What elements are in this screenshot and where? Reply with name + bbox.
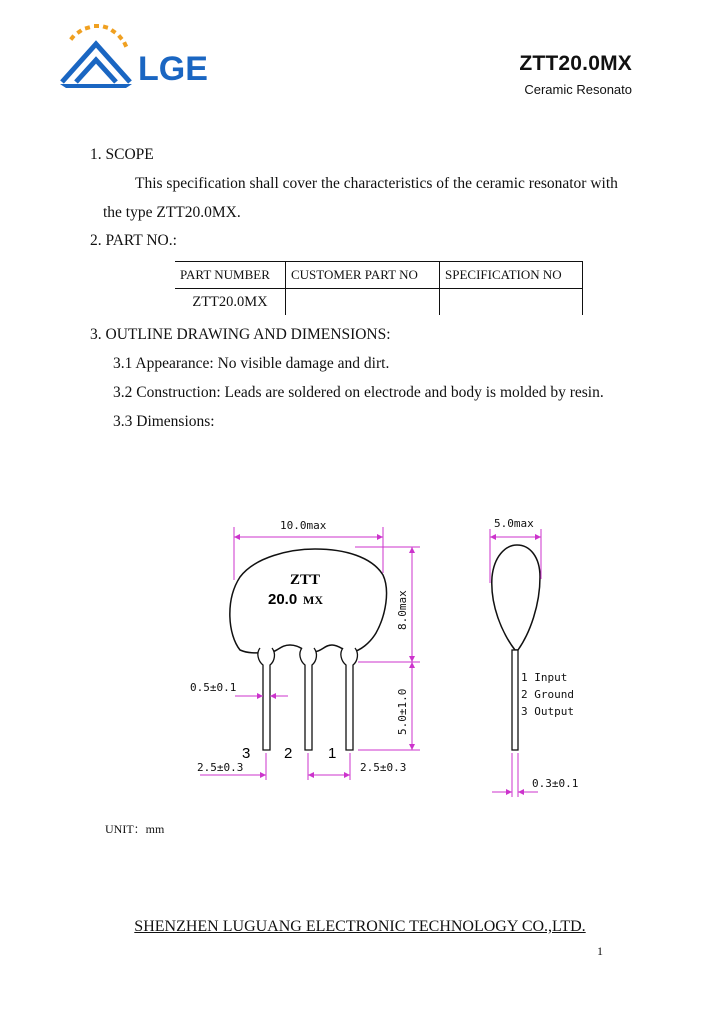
lead-2 xyxy=(300,648,317,750)
logo-mountain-icon xyxy=(62,44,130,82)
section-scope-heading: 1. SCOPE xyxy=(90,146,154,163)
footer-company-name: SHENZHEN LUGUANG ELECTRONIC TECHNOLOGY CO.,LTD. xyxy=(134,918,586,935)
dim-pitch-right-label: 2.5±0.3 xyxy=(360,761,407,774)
dimensions-text: 3.3 Dimensions: xyxy=(113,413,215,430)
scope-text-line2: the type ZTT20.0MX. xyxy=(103,204,241,221)
dim-lead-thickness-label: 0.3±0.1 xyxy=(532,777,579,790)
cell-part-number: ZTT20.0MX xyxy=(192,293,268,310)
table-header-row xyxy=(175,262,583,289)
outline-drawing xyxy=(180,505,600,805)
part-number-table xyxy=(175,261,583,315)
lead-1 xyxy=(341,648,358,750)
lead-side xyxy=(512,650,518,750)
page-number: 1 xyxy=(597,944,603,958)
model-number: ZTT20.0MX xyxy=(519,52,632,75)
model-subtitle: Ceramic Resonato xyxy=(524,82,632,97)
pin-legend-ground: 2 Ground xyxy=(521,688,574,701)
dim-lead-length-lines xyxy=(358,662,420,750)
scope-text-line1: This specification shall cover the characteristics of the ceramic resonator with xyxy=(135,175,618,192)
header-part-number: PART NUMBER xyxy=(175,262,286,289)
cell-specification-no xyxy=(440,289,583,316)
resonator-drawing-svg xyxy=(180,505,600,805)
logo-graphic xyxy=(56,22,236,92)
resonator-body-side xyxy=(492,545,540,650)
dim-lead-thickness-lines xyxy=(492,753,538,797)
cell-customer-part-no xyxy=(286,289,440,316)
header-customer-part-no: CUSTOMER PART NO xyxy=(286,262,440,289)
body-label-suffix: MX xyxy=(303,593,323,607)
section-part-no-heading: 2. PART NO.: xyxy=(90,232,177,249)
logo-text: LGE xyxy=(138,50,208,88)
pin-number-3: 3 xyxy=(242,745,251,762)
lead-3 xyxy=(258,648,275,750)
body-label-line2: 20.0 xyxy=(268,591,298,608)
dim-lead-width-label: 0.5±0.1 xyxy=(190,681,237,694)
company-logo xyxy=(56,22,236,92)
dim-height-label: 8.0max xyxy=(396,590,409,630)
pin-number-2: 2 xyxy=(284,745,293,762)
pin-legend-output: 3 Output xyxy=(521,705,574,718)
leads-front xyxy=(258,648,358,750)
appearance-text: 3.1 Appearance: No visible damage and dirt. xyxy=(113,355,390,372)
pin-number-1: 1 xyxy=(328,745,337,762)
dim-width-label: 10.0max xyxy=(280,519,327,532)
table-row xyxy=(175,289,583,316)
construction-text: 3.2 Construction: Leads are soldered on electrode and body is molded by resin. xyxy=(113,384,604,401)
dim-lead-length-label: 5.0±1.0 xyxy=(396,688,409,735)
unit-note: UNIT：mm xyxy=(105,822,165,836)
section-outline-heading: 3. OUTLINE DRAWING AND DIMENSIONS: xyxy=(90,326,391,343)
header-specification-no: SPECIFICATION NO xyxy=(440,262,583,289)
body-label-line1: ZTT xyxy=(290,572,321,588)
dim-depth-label: 5.0max xyxy=(494,517,534,530)
pin-legend-input: 1 Input xyxy=(521,671,568,684)
dim-pitch-left-label: 2.5±0.3 xyxy=(197,761,244,774)
